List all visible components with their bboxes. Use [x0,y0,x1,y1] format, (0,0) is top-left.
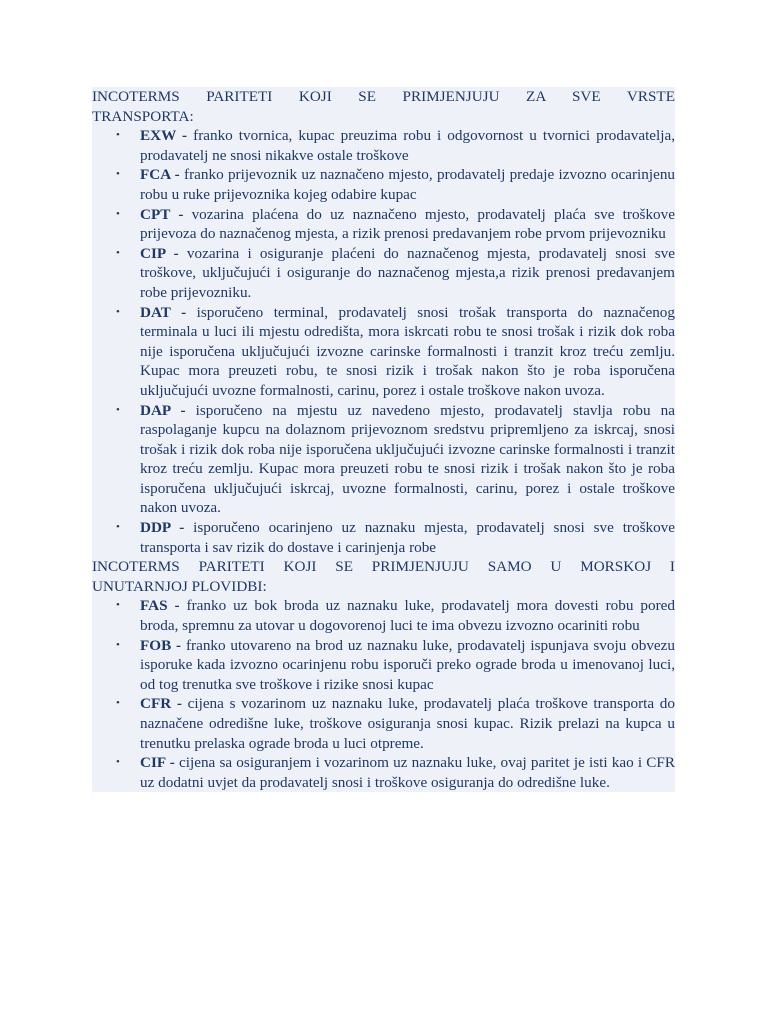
list-item-fca [116,165,676,204]
term-description: cijena s vozarinom uz naznaku luke, prodavatelj plaća troškove transporta do naznačene odredišne luke, troškove osiguranja snosi kupac. Rizik prelazi na kupca u trenutku prelaska ograde broda u luci otpreme. [140,695,675,752]
bullet-icon: • [116,756,120,769]
bullet-icon: • [116,521,120,534]
term-code: DAT - [140,303,187,321]
section-heading-sea-inland [92,557,675,596]
term-code: FCA - [140,166,180,184]
incoterms-list-sea-inland [92,596,675,792]
list-item-cip [116,244,675,303]
bullet-icon: • [116,305,120,318]
term-code: DDP - [140,519,185,537]
list-item-fas [116,596,675,635]
term-code: CPT - [140,205,184,223]
term-description: isporučeno ocarinjeno uz naznaku mjesta, prodavatelj snosi sve troškove transporta i sav rizik do dostave i carinjenja robe [140,519,676,556]
term-code: FAS - [140,597,180,615]
bullet-icon: • [116,638,120,651]
bullet-icon: • [116,599,120,612]
list-item-dat [116,303,675,401]
list-item-ddp [116,518,676,557]
term-description: cijena sa osiguranjem i vozarinom uz naznaku luke, ovaj paritet je isti kao i CFR uz dodatni uvjet da prodavatelj snosi i troškove osiguranja do odredišne luke. [140,754,675,791]
term-description: vozarina plaćena do uz naznačeno mjesto, prodavatelj plaća sve troškove prijevoza do naznačenog mjesta, a rizik prenosi predavanjem robe prvom prijevozniku [140,205,675,243]
list-item-cfr [116,694,675,753]
term-code: EXW - [140,127,188,145]
heading-line: INCOTERMS PARITETI KOJI SE PRIMJENJUJU SAMO U MORSKOJ I [92,558,675,576]
term-description: vozarina i osiguranje plaćeni do naznačenog mjesta, prodavatelj snosi sve troškove, uključujući i osiguranje do naznačenog mjesta,a rizik prenosi predavanjem robe prijevozniku. [140,244,675,301]
bullet-icon: • [116,129,120,142]
term-description: franko uz bok broda uz naznaku luke, prodavatelj mora dovesti robu pored broda, spremnu za utovar u dogovorenoj luci te ima obvezu izvozno ocariniti robu [140,597,675,635]
term-code: DAP - [140,401,186,419]
term-code: CFR - [140,695,182,713]
list-item-exw [116,126,676,165]
term-description: isporučeno terminal, prodavatelj snosi trošak transporta do naznačenog terminala u luci ili mjestu odredišta, mora iskrcati robu te snosi trošak i rizik dok roba nije isporučena uključujući izvozne carinske formalnosti i tranzit kroz treću zemlju. Kupac mora preuzeti robu, te snosi rizik i trošak nakon što je roba isporučena uključujući uvozne formalnosti, carinu, porez i ostale troškove nakon uvoza. [140,303,675,399]
list-item-cpt [116,205,675,244]
section-heading-all-transport [92,87,675,126]
heading-line: TRANSPORTA: [92,107,194,125]
list-item-fob [116,636,675,695]
bullet-icon: • [116,207,120,220]
bullet-icon: • [116,697,120,710]
bullet-icon: • [116,403,120,416]
document-body [92,87,675,792]
term-description: isporučeno na mjestu uz navedeno mjesto, prodavatelj stavlja robu na raspolaganje kupcu na dolaznom prijevoznom sredstvu pripremljeno za iskrcaj, snosi trošak i rizik dok roba nije isporučena uključujući izvozne carinske formalnosti i tranzit kroz treću zemlju. Kupac mora preuzeti robu te snosi rizik i trošak nakon što je roba isporučena uključujući iskrcaj, uvozne formalnosti, carinu, porez i ostale troškove nakon uvoza. [140,401,675,517]
list-item-cif [116,753,675,792]
term-description: franko utovareno na brod uz naznaku luke, prodavatelj ispunjava svoju obvezu isporuke kada izvozno ocarinjenu robu isporuči preko ograde broda u imenovanoj luci, od tog trenutka sve troškove i rizike snosi kupac [140,636,675,693]
bullet-icon: • [116,168,120,181]
term-code: CIF - [140,754,175,772]
term-description: franko prijevoznik uz naznačeno mjesto, prodavatelj predaje izvozno ocarinjenu robu u ruke prijevoznika kojeg odabire kupac [140,166,676,203]
heading-line: UNUTARNJOJ PLOVIDBI: [92,577,267,595]
term-code: FOB - [140,636,182,654]
heading-line: INCOTERMS PARITETI KOJI SE PRIMJENJUJU ZA SVE VRSTE [92,88,675,105]
bullet-icon: • [116,246,120,259]
list-item-dap [116,401,675,519]
term-description: franko tvornica, kupac preuzima robu i odgovornost u tvornici prodavatelja, prodavatelj ne snosi nikakve ostale troškove [140,127,676,164]
incoterms-list-all-transport [92,126,675,557]
term-code: CIP - [140,244,179,262]
